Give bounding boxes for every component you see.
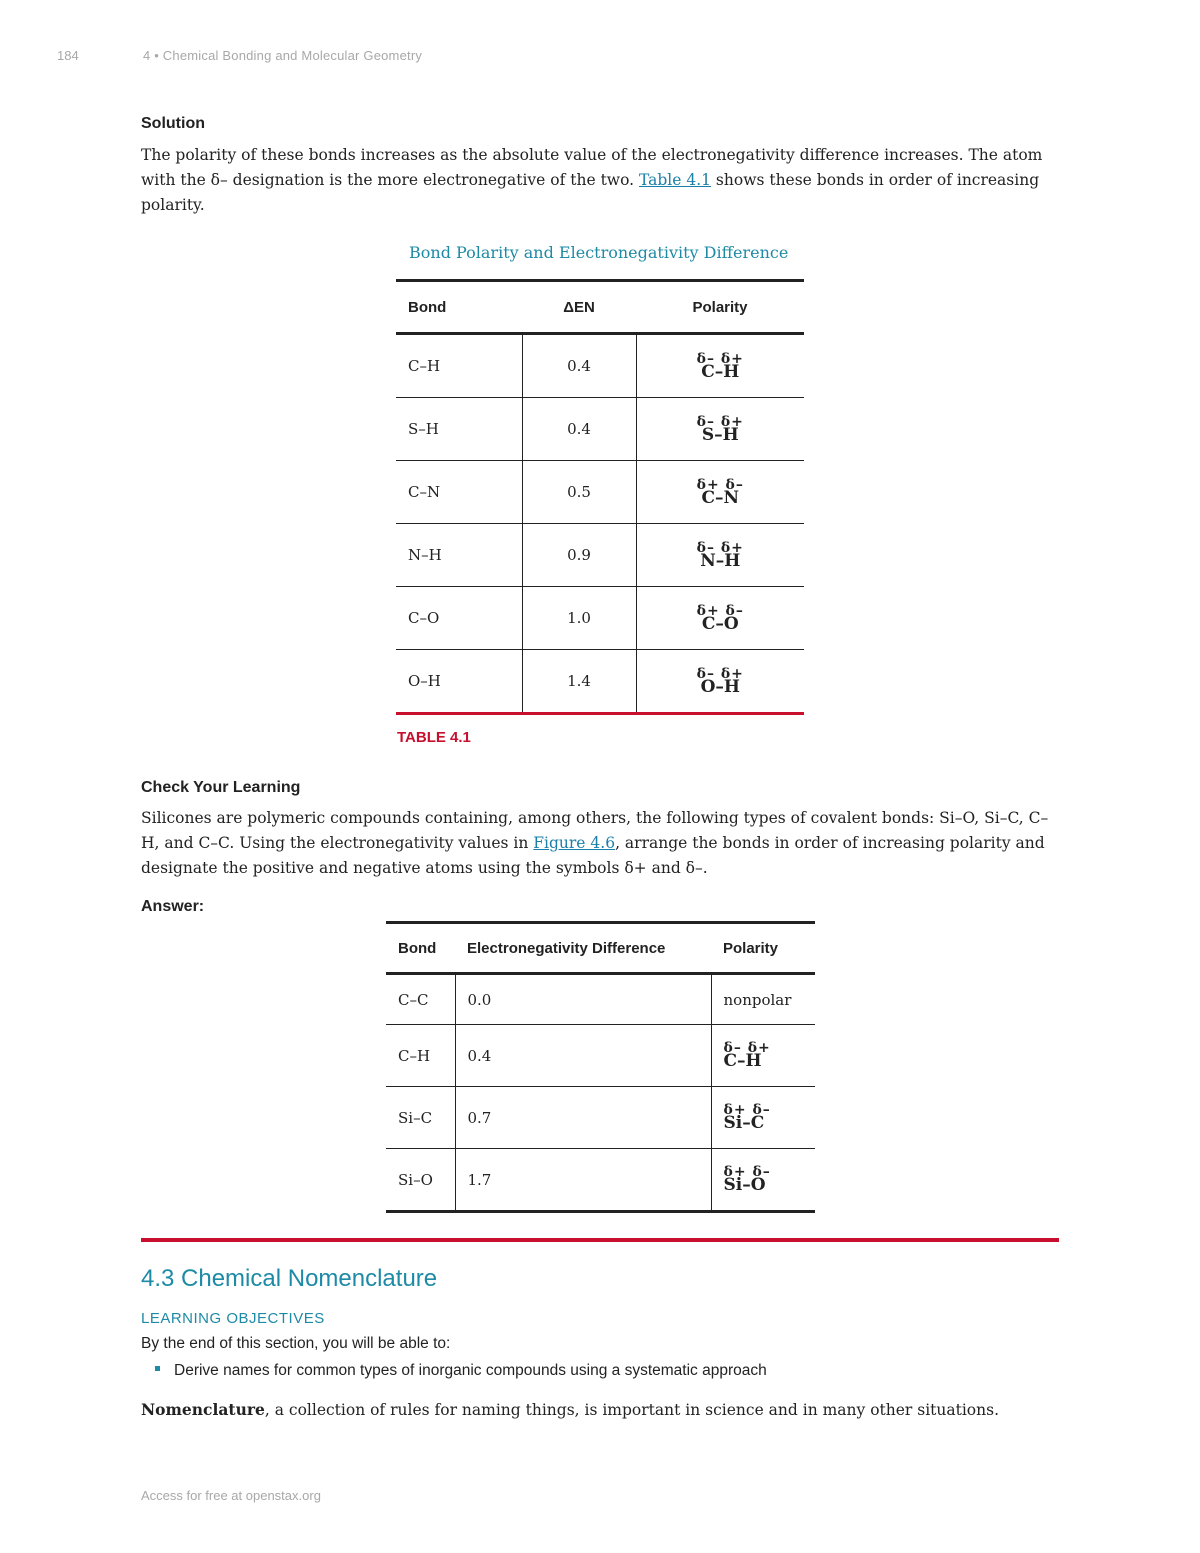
col-header-diff: Electronegativity Difference — [455, 923, 711, 974]
table-row — [386, 1149, 815, 1212]
polarity-charges: δ+ δ– — [696, 602, 744, 619]
table-row — [386, 1087, 815, 1149]
solution-heading: Solution — [141, 115, 205, 132]
cell-polarity — [711, 1025, 815, 1087]
table-row — [396, 524, 804, 587]
polarity-bond: S–H — [701, 424, 739, 445]
cell-polarity — [636, 587, 804, 650]
polarity-charges: δ+ δ– — [723, 1102, 771, 1118]
bond-polarity-table — [396, 279, 804, 715]
col-header-bond: Bond — [396, 281, 522, 334]
table-header-row — [396, 281, 804, 334]
polarity-bond: C–O — [701, 613, 739, 634]
polarity-bond: O–H — [700, 676, 740, 697]
cell-bond: O–H — [396, 650, 522, 714]
cell-diff: 0.7 — [455, 1087, 711, 1149]
table-row — [386, 974, 815, 1025]
learning-objectives-heading: LEARNING OBJECTIVES — [141, 1310, 325, 1327]
answer-heading: Answer: — [141, 898, 205, 915]
cell-diff: 0.0 — [455, 974, 711, 1025]
col-header-polarity: Polarity — [636, 281, 804, 334]
check-paragraph — [141, 806, 1061, 881]
polarity-charges: δ+ δ– — [723, 1164, 771, 1180]
cell-polarity — [636, 334, 804, 398]
cell-polarity: nonpolar — [711, 974, 815, 1025]
list-item — [155, 1362, 767, 1380]
cell-den: 1.4 — [522, 650, 636, 714]
polarity-bond: C–H — [723, 1051, 762, 1071]
polarity-charges: δ+ δ– — [696, 476, 744, 493]
cell-polarity — [636, 398, 804, 461]
cell-polarity — [636, 650, 804, 714]
polarity-charges: δ– δ+ — [696, 665, 744, 682]
polarity-bond: N–H — [700, 550, 741, 571]
table-row — [386, 1025, 815, 1087]
cell-den: 0.4 — [522, 398, 636, 461]
page-number: 184 — [57, 48, 79, 63]
cell-polarity — [711, 1087, 815, 1149]
cell-diff: 0.4 — [455, 1025, 711, 1087]
solution-paragraph — [141, 143, 1061, 218]
cell-den: 0.9 — [522, 524, 636, 587]
check-text-2: , arrange the bonds in order of increasing polarity and designate the positive and negative atoms using the symbols δ+ and δ–. — [141, 834, 1045, 877]
cell-diff: 1.7 — [455, 1149, 711, 1212]
cell-bond: S–H — [396, 398, 522, 461]
table-caption-title: Bond Polarity and Electronegativity Difference — [409, 243, 789, 262]
table-row — [396, 334, 804, 398]
solution-text-1: The polarity of these bonds increases as the absolute value of the electronegativity difference increases. The atom with the δ– designation is the more electronegative of the two. — [141, 146, 1043, 189]
col-header-bond: Bond — [386, 923, 455, 974]
table-row — [396, 398, 804, 461]
cell-den: 0.4 — [522, 334, 636, 398]
nomenclature-text: , a collection of rules for naming things, is important in science and in many other situations. — [264, 1401, 1000, 1419]
figure-4-6-link[interactable]: Figure 4.6 — [533, 834, 616, 852]
footer-text: Access for free at openstax.org — [141, 1488, 321, 1503]
cell-polarity — [636, 461, 804, 524]
polarity-bond: C–N — [701, 487, 740, 508]
check-text-1: Silicones are polymeric compounds containing, among others, the following types of covalent bonds: Si–O, Si–C, C–H, and C–C. Using the electronegativity values in — [141, 809, 1049, 852]
section-title: 4.3 Chemical Nomenclature — [141, 1265, 438, 1292]
cell-polarity — [636, 524, 804, 587]
col-header-polarity: Polarity — [711, 923, 815, 974]
polarity-charges: δ– δ+ — [696, 413, 744, 430]
cell-polarity — [711, 1149, 815, 1212]
table-header-row — [386, 923, 815, 974]
bullet-icon — [155, 1366, 160, 1371]
table-row — [396, 587, 804, 650]
polarity-charges: δ– δ+ — [696, 350, 744, 367]
solution-text-2: shows these bonds in order of increasing polarity. — [141, 171, 1040, 214]
cell-bond: N–H — [396, 524, 522, 587]
nomenclature-paragraph — [141, 1400, 999, 1419]
cell-bond: C–O — [396, 587, 522, 650]
table-4-1-link[interactable]: Table 4.1 — [638, 171, 711, 189]
cell-bond: C–N — [396, 461, 522, 524]
cell-bond: C–H — [396, 334, 522, 398]
table-row — [396, 650, 804, 714]
section-divider — [141, 1238, 1059, 1242]
nomenclature-term: Nomenclature — [141, 1400, 265, 1419]
table-row — [396, 461, 804, 524]
cell-den: 1.0 — [522, 587, 636, 650]
col-header-den: ΔEN — [522, 281, 636, 334]
polarity-bond: Si–C — [723, 1113, 765, 1133]
table-label: TABLE 4.1 — [397, 729, 471, 746]
learning-objectives-intro: By the end of this section, you will be able to: — [141, 1335, 451, 1352]
check-your-learning-heading: Check Your Learning — [141, 779, 301, 796]
chapter-header: 4 • Chemical Bonding and Molecular Geometry — [143, 48, 423, 63]
polarity-bond: C–H — [701, 361, 740, 382]
polarity-charges: δ– δ+ — [723, 1040, 771, 1056]
cell-bond: C–C — [386, 974, 455, 1025]
polarity-bond: Si–O — [723, 1175, 766, 1195]
cell-den: 0.5 — [522, 461, 636, 524]
cell-bond: C–H — [386, 1025, 455, 1087]
cell-bond: Si–O — [386, 1149, 455, 1212]
cell-bond: Si–C — [386, 1087, 455, 1149]
polarity-charges: δ– δ+ — [696, 539, 744, 556]
answer-table — [386, 921, 815, 1213]
objective-text: Derive names for common types of inorganic compounds using a systematic approach — [174, 1362, 767, 1379]
